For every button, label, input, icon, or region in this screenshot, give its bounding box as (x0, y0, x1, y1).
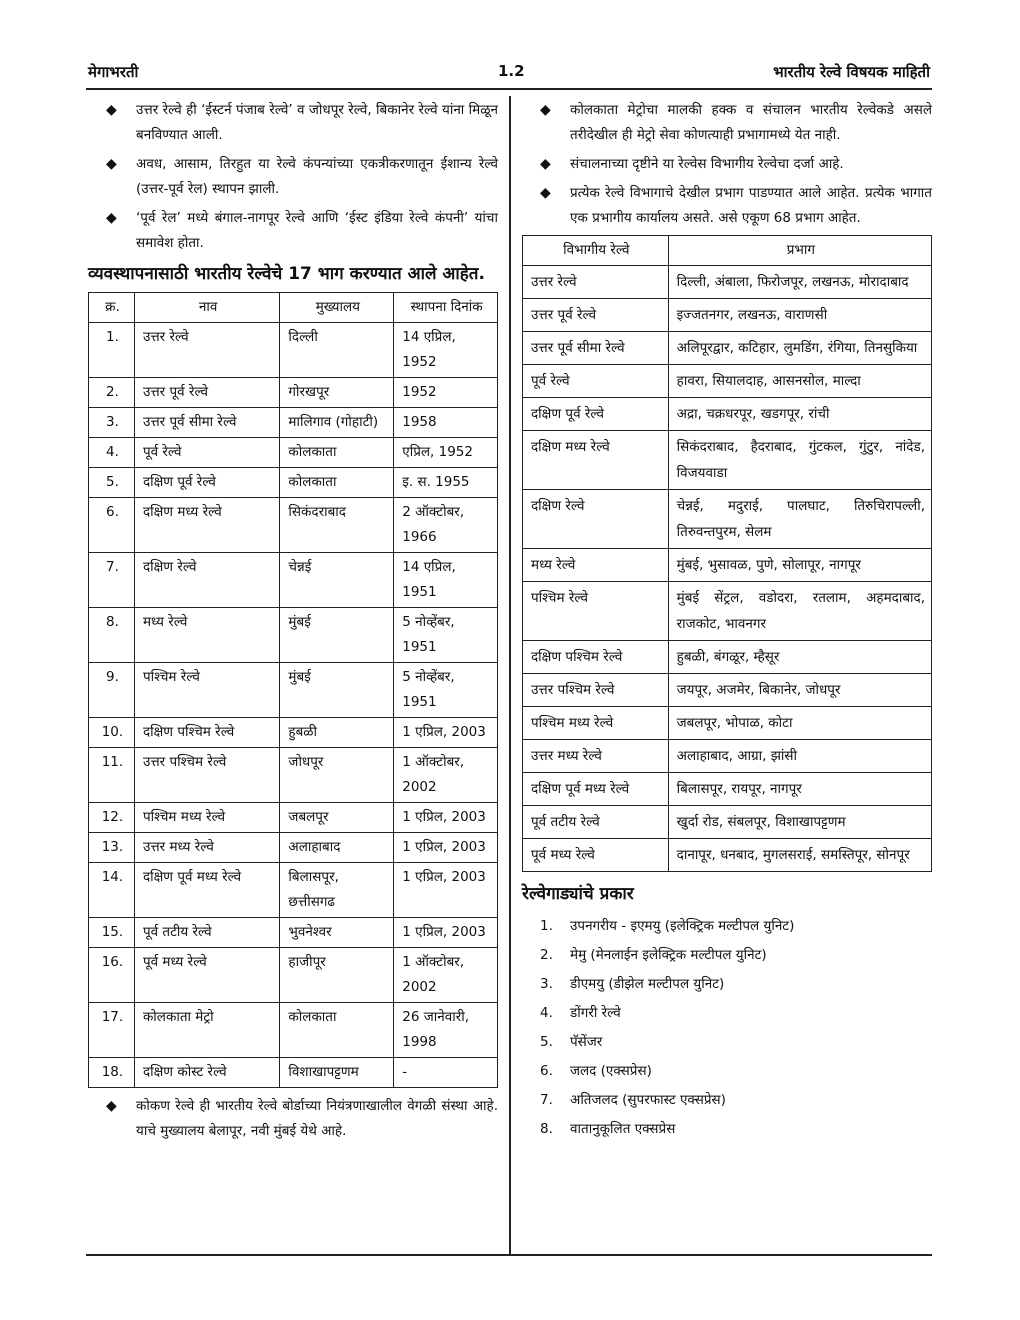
table-cell: एप्रिल, 1952 (394, 438, 498, 468)
table-row (89, 438, 498, 468)
table-cell: उत्तर पूर्व सीमा रेल्वे (134, 408, 279, 438)
table-cell: खुर्दा रोड, संबलपूर, विशाखापट्टणम (668, 806, 931, 839)
table-cell: भुवनेश्वर (280, 918, 394, 948)
list-item (522, 941, 932, 970)
list-item (522, 1086, 932, 1115)
table-cell: हुबळी (280, 718, 394, 748)
table-cell: मुंबई (280, 608, 394, 663)
table-row (89, 833, 498, 863)
table-cell: 10. (89, 718, 135, 748)
table-row (523, 641, 932, 674)
table-cell: पश्चिम मध्य रेल्वे (523, 707, 669, 740)
table-cell: कोलकाता मेट्रो (134, 1003, 279, 1058)
table-row (523, 773, 932, 806)
table-cell: उत्तर मध्य रेल्वे (134, 833, 279, 863)
list-text: वातानुकूलित एक्सप्रेस (570, 1121, 676, 1137)
table-cell: 1 एप्रिल, 2003 (394, 918, 498, 948)
diamond-bullet-icon: ◆ (106, 156, 117, 172)
table-row (523, 549, 932, 582)
table-cell: 13. (89, 833, 135, 863)
table-cell: विशाखापट्टणम (280, 1058, 394, 1088)
list-text: मेमु (मेनलाईन इलेक्ट्रिक मल्टीपल युनिट) (570, 947, 767, 963)
table-row (89, 468, 498, 498)
table-cell: उत्तर पश्चिम रेल्वे (523, 674, 669, 707)
table-row (523, 582, 932, 641)
table-row (89, 718, 498, 748)
table-cell: मध्य रेल्वे (523, 549, 669, 582)
table-row (523, 332, 932, 365)
list-number: 6. (540, 1063, 553, 1079)
table-cell: दक्षिण रेल्वे (134, 553, 279, 608)
list-number: 8. (540, 1121, 553, 1137)
table-row (89, 378, 498, 408)
table-cell: पूर्व मध्य रेल्वे (134, 948, 279, 1003)
list-text: डीएमयु (डीझेल मल्टीपल युनिट) (570, 976, 725, 992)
table-cell: कोलकाता (280, 1003, 394, 1058)
bullet-item: ◆ कोकण रेल्वे ही भारतीय रेल्वे बोर्डाच्या नियंत्रणाखालील वेगळी संस्था आहे. याचे मुख्यालय बेलापूर, नवी मुंबई येथे आहे. (88, 1094, 498, 1144)
table-cell: जयपूर, अजमेर, बिकानेर, जोधपूर (668, 674, 931, 707)
table-row (523, 839, 932, 872)
column-header: स्थापना दिनांक (394, 293, 498, 323)
list-text: उपनगरीय - इएमयु (इलेक्ट्रिक मल्टीपल युनिट) (570, 918, 795, 934)
table-cell: जबलपूर, भोपाळ, कोटा (668, 707, 931, 740)
table-cell: 2 ऑक्टोबर, 1966 (394, 498, 498, 553)
table-row (523, 299, 932, 332)
table-cell: चेन्नई, मदुराई, पालघाट, तिरुचिरापल्ली, तिरुवन्तपुरम, सेलम (668, 490, 931, 549)
table-row (523, 707, 932, 740)
table-cell: हुबळी, बंगळूर, म्हैसूर (668, 641, 931, 674)
table-cell: पूर्व मध्य रेल्वे (523, 839, 669, 872)
bullet-item: ◆ कोलकाता मेट्रोचा मालकी हक्क व संचालन भारतीय रेल्वेकडे असले तरीदेखील ही मेट्रो सेवा कोणत्याही प्रभागामध्ये येत नाही. (522, 98, 932, 148)
list-item (522, 1115, 932, 1144)
table-cell: कोलकाता (280, 468, 394, 498)
table-cell: 1 एप्रिल, 2003 (394, 833, 498, 863)
table-cell: उत्तर पूर्व रेल्वे (523, 299, 669, 332)
table-cell: चेन्नई (280, 553, 394, 608)
bullet-item: ◆ प्रत्येक रेल्वे विभागाचे देखील प्रभाग पाडण्यात आले आहेत. प्रत्येक भागात एक प्रभागीय कार्यालय असते. असे एकूण 68 प्रभाग आहेत. (522, 181, 932, 231)
list-text: जलद (एक्सप्रेस) (570, 1063, 652, 1079)
table-cell: 15. (89, 918, 135, 948)
train-types-heading: रेल्वेगाड्यांचे प्रकार (522, 884, 634, 904)
table-header-row (89, 293, 498, 323)
table-cell: उत्तर पूर्व रेल्वे (134, 378, 279, 408)
page-number: 1.2 (498, 62, 525, 80)
table-cell: मध्य रेल्वे (134, 608, 279, 663)
table-cell: गोरखपूर (280, 378, 394, 408)
table-row (523, 365, 932, 398)
list-number: 5. (540, 1034, 553, 1050)
table-cell: अलाहाबाद (280, 833, 394, 863)
table-cell: 6. (89, 498, 135, 553)
table-cell: 12. (89, 803, 135, 833)
table-cell: दक्षिण पूर्व मध्य रेल्वे (134, 863, 279, 918)
table-cell: 9. (89, 663, 135, 718)
table-cell: दानापूर, धनबाद, मुगलसराई, समस्तिपूर, सोनपूर (668, 839, 931, 872)
table-row (523, 740, 932, 773)
table-cell: पश्चिम मध्य रेल्वे (134, 803, 279, 833)
table-cell: 26 जानेवारी, 1998 (394, 1003, 498, 1058)
list-number: 1. (540, 918, 553, 934)
diamond-bullet-icon: ◆ (106, 1098, 117, 1114)
table-row (89, 863, 498, 918)
diamond-bullet-icon: ◆ (540, 102, 551, 118)
table-cell: मुंबई सेंट्रल, वडोदरा, रतलाम, अहमदाबाद, राजकोट, भावनगर (668, 582, 931, 641)
table-cell: पश्चिम रेल्वे (134, 663, 279, 718)
list-item (522, 999, 932, 1028)
table-cell: दक्षिण पश्चिम रेल्वे (134, 718, 279, 748)
table-row (523, 806, 932, 839)
table-row (89, 918, 498, 948)
table-row (89, 748, 498, 803)
column-header: विभागीय रेल्वे (523, 236, 669, 266)
table-row (523, 266, 932, 299)
list-text: पॅसेंजर (570, 1034, 603, 1050)
list-number: 2. (540, 947, 553, 963)
table-cell: 1 एप्रिल, 2003 (394, 863, 498, 918)
table-cell: 1. (89, 323, 135, 378)
page-header (0, 0, 1020, 90)
right-column (522, 98, 932, 1144)
table-cell: मुंबई, भुसावळ, पुणे, सोलापूर, नागपूर (668, 549, 931, 582)
table-cell: उत्तर पूर्व सीमा रेल्वे (523, 332, 669, 365)
table-cell: 14 एप्रिल, 1951 (394, 553, 498, 608)
table-cell: बिलासपूर, छत्तीसगढ (280, 863, 394, 918)
table-row (89, 553, 498, 608)
column-header: प्रभाग (668, 236, 931, 266)
table-row (89, 663, 498, 718)
list-text: डोंगरी रेल्वे (570, 1005, 621, 1021)
table-cell: सिकंदराबाद (280, 498, 394, 553)
table-cell: 8. (89, 608, 135, 663)
table-cell: पश्चिम रेल्वे (523, 582, 669, 641)
table-cell: 3. (89, 408, 135, 438)
list-item (522, 970, 932, 999)
table-cell: 14 एप्रिल, 1952 (394, 323, 498, 378)
table-cell: 1 एप्रिल, 2003 (394, 718, 498, 748)
table-cell: दक्षिण पश्चिम रेल्वे (523, 641, 669, 674)
chapter-title: भारतीय रेल्वे विषयक माहिती (773, 63, 930, 81)
zones-heading: व्यवस्थापनासाठी भारतीय रेल्वेचे 17 भाग करण्यात आले आहेत. (88, 264, 485, 284)
table-cell: 4. (89, 438, 135, 468)
table-row (523, 490, 932, 549)
table-cell: 14. (89, 863, 135, 918)
table-row (89, 323, 498, 378)
table-row (89, 608, 498, 663)
table-cell: दक्षिण रेल्वे (523, 490, 669, 549)
table-cell: पूर्व तटीय रेल्वे (523, 806, 669, 839)
diamond-bullet-icon: ◆ (540, 156, 551, 172)
table-row (89, 803, 498, 833)
table-cell: 5. (89, 468, 135, 498)
divisions-table (522, 235, 932, 872)
table-row (523, 398, 932, 431)
diamond-bullet-icon: ◆ (540, 185, 551, 201)
table-cell: दक्षिण कोस्ट रेल्वे (134, 1058, 279, 1088)
table-cell: दक्षिण मध्य रेल्वे (523, 431, 669, 490)
table-cell: जोधपूर (280, 748, 394, 803)
list-number: 4. (540, 1005, 553, 1021)
table-cell: 17. (89, 1003, 135, 1058)
train-types-list (522, 912, 932, 1144)
table-cell: 2. (89, 378, 135, 408)
table-cell: बिलासपूर, रायपूर, नागपूर (668, 773, 931, 806)
list-text: अतिजलद (सुपरफास्ट एक्सप्रेस) (570, 1092, 726, 1108)
table-cell: पूर्व रेल्वे (523, 365, 669, 398)
left-column (88, 98, 498, 1148)
table-cell: दक्षिण पूर्व रेल्वे (523, 398, 669, 431)
bullet-item: ◆ उत्तर रेल्वे ही ‘ईस्टर्न पंजाब रेल्वे’ व जोधपूर रेल्वे, बिकानेर रेल्वे यांना मिळून बनविण्यात आली. (88, 98, 498, 148)
table-header-row (523, 236, 932, 266)
diamond-bullet-icon: ◆ (106, 102, 117, 118)
column-divider (509, 96, 511, 1254)
header-rule (86, 88, 932, 90)
diamond-bullet-icon: ◆ (106, 210, 117, 226)
list-item (522, 912, 932, 941)
table-cell: 11. (89, 748, 135, 803)
table-row (523, 431, 932, 490)
bullet-item: ◆ अवध, आसाम, तिरहुत या रेल्वे कंपन्यांच्या एकत्रीकरणातून ईशान्य रेल्वे (उत्तर-पूर्व रेल) स्थापन झाली. (88, 152, 498, 202)
table-row (523, 674, 932, 707)
table-cell: 1952 (394, 378, 498, 408)
table-cell: इज्जतनगर, लखनऊ, वाराणसी (668, 299, 931, 332)
table-cell: मुंबई (280, 663, 394, 718)
table-cell: जबलपूर (280, 803, 394, 833)
column-header: नाव (134, 293, 279, 323)
table-cell: अलिपूरद्वार, कटिहार, लुमडिंग, रंगिया, तिनसुकिया (668, 332, 931, 365)
book-title: मेगाभरती (88, 63, 139, 81)
table-cell: पूर्व तटीय रेल्वे (134, 918, 279, 948)
list-item (522, 1057, 932, 1086)
table-cell: 5 नोव्हेंबर, 1951 (394, 608, 498, 663)
table-cell: 7. (89, 553, 135, 608)
zones-table-body (89, 323, 498, 1088)
table-cell: मालिगाव (गोहाटी) (280, 408, 394, 438)
table-cell: दक्षिण पूर्व मध्य रेल्वे (523, 773, 669, 806)
table-row (89, 408, 498, 438)
table-row (89, 1058, 498, 1088)
table-cell: दिल्ली, अंबाला, फिरोजपूर, लखनऊ, मोरादाबाद (668, 266, 931, 299)
list-number: 7. (540, 1092, 553, 1108)
table-cell: 1 एप्रिल, 2003 (394, 803, 498, 833)
table-cell: 1 ऑक्टोबर, 2002 (394, 748, 498, 803)
table-cell: उत्तर रेल्वे (134, 323, 279, 378)
table-cell: 18. (89, 1058, 135, 1088)
zones-table (88, 292, 498, 1088)
column-header: क्र. (89, 293, 135, 323)
table-cell: उत्तर पश्चिम रेल्वे (134, 748, 279, 803)
table-cell: दक्षिण पूर्व रेल्वे (134, 468, 279, 498)
table-row (89, 1003, 498, 1058)
table-cell: इ. स. 1955 (394, 468, 498, 498)
list-item (522, 1028, 932, 1057)
table-cell: अद्रा, चक्रधरपूर, खडगपूर, रांची (668, 398, 931, 431)
table-cell: 5 नोव्हेंबर, 1951 (394, 663, 498, 718)
bullet-item: ◆ संचालनाच्या दृष्टीने या रेल्वेस विभागीय रेल्वेचा दर्जा आहे. (522, 152, 932, 177)
table-cell: उत्तर रेल्वे (523, 266, 669, 299)
table-cell: - (394, 1058, 498, 1088)
table-cell: पूर्व रेल्वे (134, 438, 279, 468)
list-number: 3. (540, 976, 553, 992)
table-row (89, 498, 498, 553)
table-row (89, 948, 498, 1003)
table-cell: अलाहाबाद, आग्रा, झांसी (668, 740, 931, 773)
table-cell: उत्तर मध्य रेल्वे (523, 740, 669, 773)
table-cell: 1958 (394, 408, 498, 438)
table-cell: 1 ऑक्टोबर, 2002 (394, 948, 498, 1003)
column-header: मुख्यालय (280, 293, 394, 323)
table-cell: कोलकाता (280, 438, 394, 468)
table-cell: 16. (89, 948, 135, 1003)
table-cell: हावरा, सियालदाह, आसनसोल, माल्दा (668, 365, 931, 398)
table-cell: दक्षिण मध्य रेल्वे (134, 498, 279, 553)
table-cell: दिल्ली (280, 323, 394, 378)
bullet-item: ◆ ‘पूर्व रेल’ मध्ये बंगाल-नागपूर रेल्वे आणि ‘ईस्ट इंडिया रेल्वे कंपनी’ यांचा समावेश होता. (88, 206, 498, 256)
table-cell: हाजीपूर (280, 948, 394, 1003)
divisions-table-body (523, 266, 932, 872)
table-cell: सिकंदराबाद, हैदराबाद, गुंटकल, गुंटुर, नांदेड, विजयवाडा (668, 431, 931, 490)
footer-rule (86, 1254, 932, 1256)
